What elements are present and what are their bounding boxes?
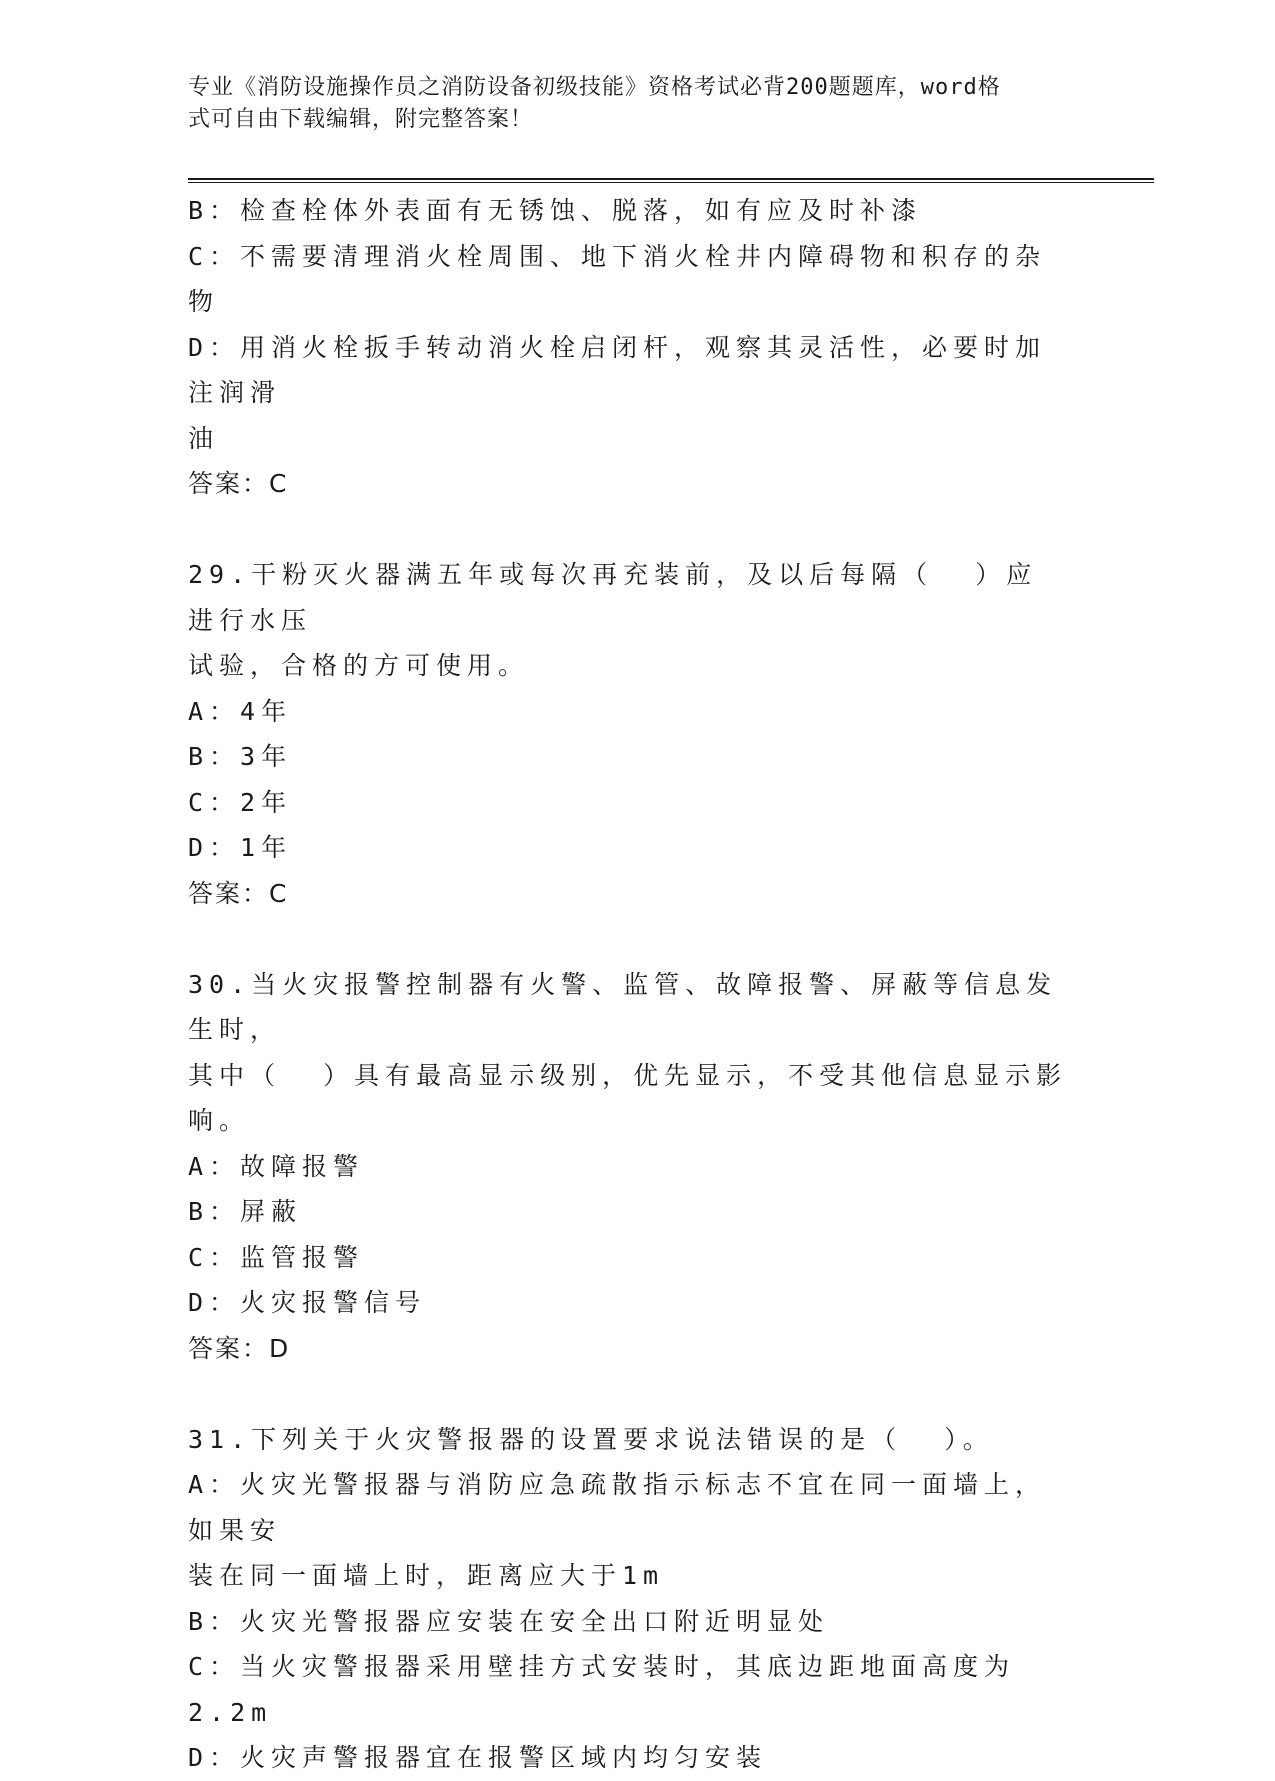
question-stem: 30.当火灾报警控制器有火警、监管、故障报警、屏蔽等信息发生时，	[188, 969, 1058, 1044]
answer-label: 答案：C	[188, 878, 289, 908]
answer-label: 答案：D	[188, 1333, 291, 1363]
answer-label: 答案：C	[188, 469, 289, 498]
option-a: A：故障报警	[188, 1151, 365, 1181]
option-b: B：屏蔽	[188, 1197, 303, 1226]
option-c: C：当火灾警报器采用壁挂方式安装时，其底边距地面高度为2.2m	[188, 1652, 1016, 1727]
option-b: B：检查栓体外表面有无锈蚀、脱落，如有应及时补漆	[188, 196, 923, 225]
option-d: D：火灾报警信号	[188, 1288, 427, 1317]
option-b: B：3年	[188, 742, 293, 771]
header-divider	[188, 178, 1154, 183]
spacer	[188, 507, 1068, 553]
option-a-continued: 装在同一面墙上时，距离应大于1m	[188, 1561, 665, 1590]
prev-question-block	[188, 188, 1068, 507]
option-a: A：4年	[188, 696, 293, 726]
option-d: D：1年	[188, 833, 293, 862]
question-29-block	[188, 552, 1068, 916]
option-c: C：不需要清理消火栓周围、地下消火栓井内障碍物和积存的杂物	[188, 241, 1047, 316]
question-30-block	[188, 962, 1068, 1372]
question-stem: 31.下列关于火灾警报器的设置要求说法错误的是（ ）。	[188, 1424, 994, 1454]
header-title-line-2: 式可自由下载编辑，附完整答案！	[188, 107, 534, 132]
page-header	[188, 72, 1088, 136]
option-d: D：火灾声警报器宜在报警区域内均匀安装	[188, 1743, 768, 1772]
option-d: D：用消火栓扳手转动消火栓启闭杆，观察其灵活性，必要时加注润滑	[188, 332, 1047, 407]
question-31-block	[188, 1417, 1068, 1781]
question-stem-continued: 其中（ ）具有最高显示级别，优先显示，不受其他信息显示影响。	[188, 1060, 1068, 1135]
question-stem: 29.干粉灭火器满五年或每次再充装前，及以后每隔（ ）应进行水压	[188, 560, 1038, 635]
option-a: A：火灾光警报器与消防应急疏散指示标志不宜在同一面墙上，如果安	[188, 1470, 1047, 1545]
option-c: C：2年	[188, 787, 293, 817]
spacer	[188, 916, 1068, 962]
question-stem-continued: 试验，合格的方可使用。	[188, 651, 530, 680]
option-b: B：火灾光警报器应安装在安全出口附近明显处	[188, 1606, 830, 1636]
option-d-continued: 油	[188, 423, 220, 453]
header-title-line-1: 专业《消防设施操作员之消防设备初级技能》资格考试必背200题题库，word格	[188, 75, 1001, 100]
spacer	[188, 1371, 1068, 1417]
option-c: C：监管报警	[188, 1242, 365, 1272]
question-content	[188, 188, 1068, 1781]
